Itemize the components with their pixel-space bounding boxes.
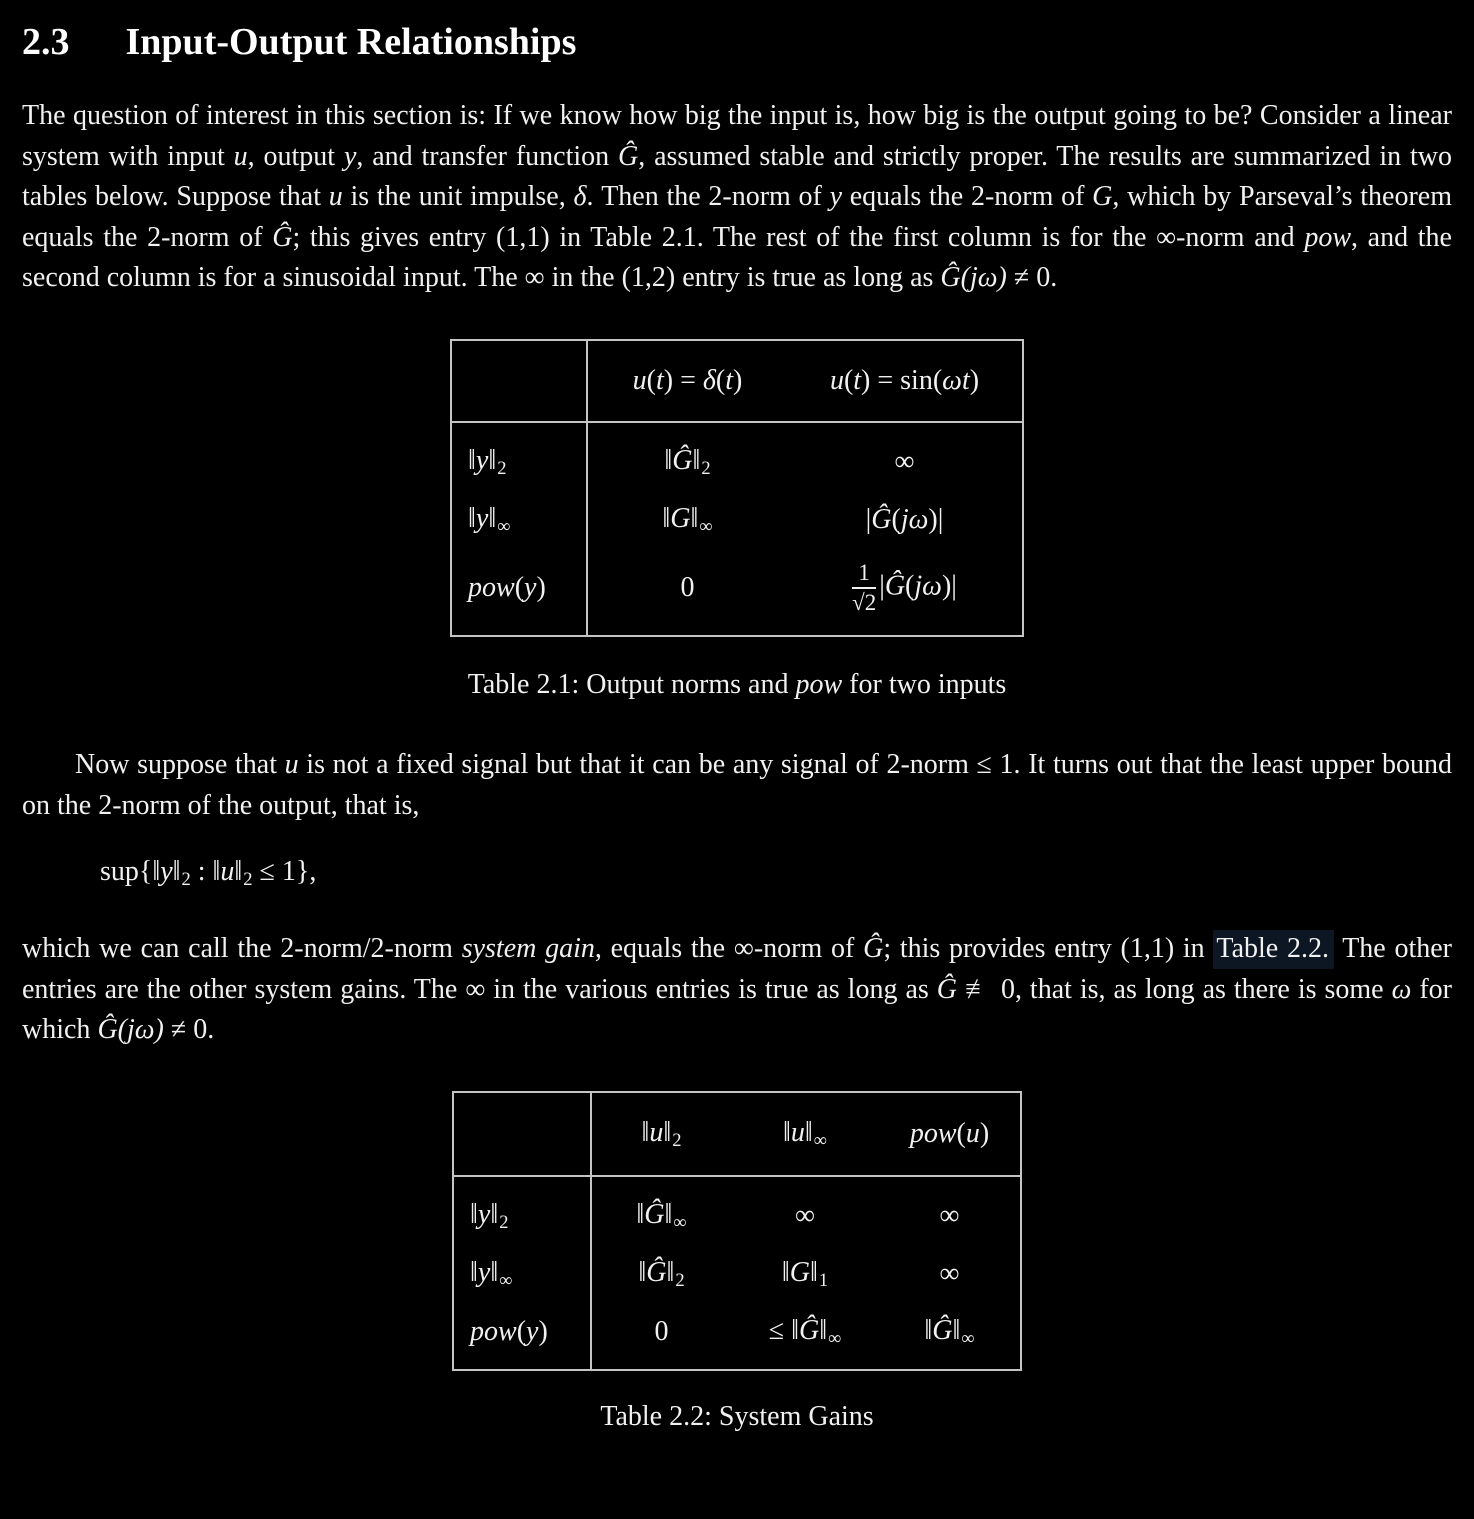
text-run: ‖	[664, 444, 673, 476]
text-run: (	[905, 570, 915, 602]
text-run: , which by Parseval’s theorem equals the 2-norm of	[22, 181, 1452, 253]
text-run: Ĝ	[932, 1315, 953, 1347]
text-run: jω	[914, 570, 942, 602]
text-run: )	[733, 364, 743, 396]
table-cell	[591, 1245, 731, 1303]
text-run: Ĝ	[672, 444, 693, 476]
text-run: Table 2.1: Output norms and	[467, 669, 796, 701]
text-run: ‖	[690, 502, 699, 534]
text-run: y	[524, 571, 537, 603]
table-2-2-corner-cell	[453, 1092, 591, 1176]
text-run: δ	[702, 364, 716, 396]
text-run: Ĝ(jω)	[940, 262, 1007, 293]
text-run: ‖	[662, 502, 671, 534]
table-cell	[587, 491, 787, 549]
table-2-2-header-u2	[591, 1092, 731, 1176]
text-run: ) =	[663, 364, 703, 396]
text-run: ‖	[152, 856, 161, 888]
text-run: u	[632, 364, 647, 396]
text-run: ‖	[468, 444, 476, 476]
text-run: , output	[247, 140, 344, 172]
text-run: y	[477, 1257, 491, 1289]
text-run: y	[160, 856, 173, 888]
text-run: The question of interest in this section is: If we know how big the input is, how big is the output going to be? Consider a linear system with input	[22, 100, 1452, 172]
text-run: ‖	[172, 856, 181, 888]
text-run: y	[526, 1316, 539, 1348]
text-run: )	[538, 1316, 548, 1348]
table-cell	[879, 1176, 1021, 1245]
text-run: 2	[243, 869, 253, 890]
text-run: is not a fixed signal but that it can be any signal of 2-norm ≤ 1. It turns out that the least upper bound on the 2-norm of the output, that is,	[22, 749, 1452, 821]
table-cell	[879, 1303, 1021, 1370]
table-row	[453, 1176, 1021, 1245]
table-cell	[587, 422, 787, 491]
text-run: ∞	[939, 1199, 960, 1231]
text-run: for which	[22, 973, 1453, 1046]
text-run: Ĝ	[798, 1315, 820, 1347]
text-run: ≤	[768, 1315, 792, 1347]
table-cell	[591, 1176, 731, 1245]
text-run: (	[646, 364, 656, 396]
text-run: Ĝ	[272, 221, 293, 253]
table-2-2-row-label-yinf	[453, 1245, 591, 1303]
text-run: Ĝ	[936, 973, 957, 1005]
text-run: ‖	[212, 856, 221, 888]
text-run: y	[829, 181, 843, 212]
text-run: 0	[680, 571, 695, 603]
text-run: y	[475, 444, 489, 476]
section-heading	[22, 20, 1452, 64]
text-run: t	[853, 364, 862, 396]
fraction: $\frac{1}{√2}$	[852, 559, 877, 615]
text-run: Ĝ	[646, 1257, 667, 1289]
table-2-2-row-label-pow	[453, 1303, 591, 1370]
table-cell	[591, 1303, 731, 1370]
text-run: ‖	[468, 502, 476, 534]
text-run: ‖	[804, 1116, 813, 1148]
text-run: ‖	[636, 1198, 645, 1230]
text-run: u	[829, 364, 844, 396]
text-run: 2	[497, 457, 507, 478]
text-run: Table 2.2: System Gains	[600, 1401, 874, 1433]
table-2-1	[450, 339, 1024, 638]
paragraph-3	[22, 929, 1452, 1051]
text-run: ∞	[497, 515, 511, 536]
table-row	[453, 1245, 1021, 1303]
text-run: (	[956, 1117, 966, 1149]
text-run: ‖	[470, 1257, 478, 1289]
text-run: ‖	[638, 1257, 647, 1289]
text-run: Ĝ	[871, 503, 892, 535]
text-run: ∞	[828, 1328, 842, 1349]
text-run: G	[789, 1257, 810, 1289]
text-run: is the unit impulse,	[342, 181, 574, 212]
text-run: 2	[181, 869, 191, 890]
text-run: ‖	[490, 1257, 499, 1289]
section-number: 2.3	[22, 21, 70, 63]
table-2-1-row-label-pow	[451, 549, 587, 636]
text-run: ‖	[470, 1198, 478, 1230]
text-run: 2	[499, 1212, 509, 1233]
text-run: equals the 2-norm of	[842, 181, 1093, 212]
text-run: ‖	[924, 1315, 933, 1347]
table-2-2-header-uinf	[731, 1092, 879, 1176]
text-run: ∞	[699, 515, 713, 536]
text-run: G	[670, 502, 691, 534]
text-run: ω	[1391, 973, 1412, 1005]
text-run: ‖	[488, 444, 497, 476]
text-run: u	[284, 749, 299, 781]
text-run: |	[865, 503, 872, 535]
text-run: ‖	[819, 1315, 828, 1347]
text-run: pow	[795, 669, 843, 701]
text-run: ∞	[961, 1328, 975, 1349]
text-run: , assumed stable and strictly proper. The results are summarized in two tables below. Suppose that	[22, 140, 1452, 212]
table-row	[453, 1303, 1021, 1370]
text-run: ‖	[641, 1116, 650, 1148]
text-run: ‖	[490, 1198, 499, 1230]
table-2-2-row-label-y2	[453, 1176, 591, 1245]
text-run: Ĝ	[618, 140, 639, 172]
sup-equation	[100, 852, 1452, 899]
text-run: pow	[909, 1117, 957, 1149]
text-run: (	[715, 364, 726, 396]
text-run: , and transfer function	[356, 140, 619, 172]
table-2-1-row-label-y2	[451, 422, 587, 491]
text-run: 2	[672, 1129, 682, 1150]
text-run: u	[233, 140, 248, 172]
text-run: ; this provides entry (1,1) in	[883, 933, 1214, 965]
text-run: pow	[468, 571, 515, 603]
table-2-1-row-label-yinf	[451, 491, 587, 549]
text-run: ‖	[488, 502, 497, 534]
text-run: 0	[654, 1316, 669, 1348]
text-run: )	[969, 364, 980, 396]
text-run: ‖	[810, 1257, 818, 1289]
table-cell	[787, 549, 1023, 636]
text-run: ∞	[939, 1258, 960, 1290]
table-2-2-header-row	[453, 1092, 1021, 1176]
table-cell	[787, 422, 1023, 491]
text-run: y	[343, 140, 357, 172]
section-title: Input-Output Relationships	[125, 21, 577, 63]
text-run: for two inputs	[842, 669, 1007, 701]
text-run: y	[477, 1198, 491, 1230]
text-run: ‖	[666, 1257, 675, 1289]
table-cell	[731, 1245, 879, 1303]
table-cell	[587, 549, 787, 636]
text-run: t	[655, 364, 664, 396]
text-run: ‖	[952, 1315, 961, 1347]
text-run: )|	[928, 503, 944, 535]
text-run: Ĝ	[863, 933, 884, 965]
text-run: ωt	[942, 364, 970, 396]
text-run: :	[190, 856, 213, 888]
text-run: ≢ 0, that is, as long as there is some	[956, 973, 1392, 1005]
text-run: The other entries are the other system gains. The ∞ in the various entries is true as long as	[22, 933, 1453, 1005]
text-run: (	[891, 503, 901, 535]
table-2-2-crossref-link[interactable]: Table 2.2.	[1213, 930, 1334, 969]
text-run: ‖	[664, 1198, 673, 1230]
text-run: u	[649, 1116, 664, 1148]
text-run: ∞	[813, 1129, 827, 1150]
text-run: ∞	[894, 445, 915, 477]
text-run: ; this gives entry (1,1) in Table 2.1. The rest of the first column is for the ∞-norm and	[292, 221, 1305, 253]
table-cell	[879, 1245, 1021, 1303]
paragraph-1	[22, 96, 1452, 299]
text-run: 1	[818, 1270, 829, 1291]
table-2-1-header-sinusoid	[787, 340, 1023, 422]
table-cell	[731, 1176, 879, 1245]
text-run: sup{	[100, 856, 153, 888]
text-run: |	[879, 570, 885, 602]
text-run: ∞	[499, 1270, 513, 1291]
text-run: (	[514, 571, 525, 603]
table-cell	[787, 491, 1023, 549]
table-2-1-header-row	[451, 340, 1023, 422]
text-run: pow	[470, 1316, 517, 1348]
text-run: 2	[701, 457, 711, 478]
text-run: pow	[1304, 221, 1351, 253]
text-run: ∞	[673, 1212, 687, 1233]
text-run: ∞	[795, 1199, 815, 1231]
text-run: which we can call the 2-norm/2-norm	[22, 933, 462, 965]
text-run: ‖	[663, 1116, 672, 1148]
text-run: u	[965, 1117, 980, 1149]
text-run: ) = sin(	[861, 364, 943, 396]
text-run: Ĝ(jω)	[97, 1014, 164, 1046]
table-cell	[731, 1303, 879, 1370]
text-run: Now suppose that	[75, 749, 285, 781]
text-run: )	[979, 1117, 990, 1149]
text-run: )	[536, 571, 546, 603]
text-run: ≤ 1},	[252, 856, 317, 888]
text-run: 2	[675, 1270, 685, 1291]
text-run: (	[843, 364, 854, 396]
text-run: ≠ 0.	[1006, 262, 1058, 293]
text-run: Ĝ	[644, 1198, 665, 1230]
text-run: ≠ 0.	[163, 1014, 215, 1046]
paragraph-2	[22, 745, 1452, 826]
table-row	[451, 422, 1023, 491]
text-run: (	[516, 1316, 527, 1348]
text-run: jω	[900, 503, 929, 535]
table-2-1-header-impulse	[587, 340, 787, 422]
text-run: u	[328, 181, 343, 212]
text-run: u	[790, 1116, 805, 1148]
text-run: )|	[941, 570, 957, 602]
table-2-2-header-powu	[879, 1092, 1021, 1176]
text-run: y	[475, 502, 489, 534]
table-row	[451, 549, 1023, 636]
text-run: , and the second column is for a sinusoidal input. The ∞ in the (1,2) entry is true as long as	[22, 221, 1452, 293]
text-run: , equals the ∞-norm of	[594, 933, 864, 965]
text-run: G	[1092, 181, 1113, 212]
text-run: system gain	[461, 933, 595, 965]
text-run: ‖	[692, 444, 701, 476]
text-run: u	[220, 856, 235, 888]
table-2-1-corner-cell	[451, 340, 587, 422]
table-row	[451, 491, 1023, 549]
text-run: ‖	[783, 1116, 791, 1148]
text-run: ‖	[791, 1315, 799, 1347]
text-run: ‖	[781, 1257, 790, 1289]
text-run: t	[725, 364, 734, 396]
text-run: . Then the 2-norm of	[586, 181, 830, 212]
text-run: ‖	[234, 856, 243, 888]
table-2-1-caption	[22, 669, 1452, 701]
text-run: δ	[573, 181, 587, 212]
table-2-2	[452, 1091, 1022, 1372]
text-run: Ĝ	[884, 570, 906, 602]
table-2-2-caption	[22, 1401, 1452, 1433]
